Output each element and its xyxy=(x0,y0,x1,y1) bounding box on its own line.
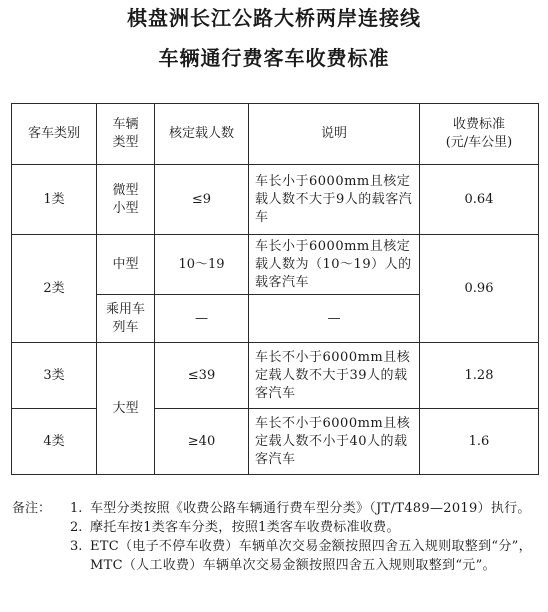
note-item xyxy=(12,518,540,537)
header-vehicle-type xyxy=(97,104,155,165)
note-text: 车型分类按照《收费公路车辆通行费车型分类》（JT/T489—2019）执行。 xyxy=(90,501,531,516)
description-cell: 车长不小于6000mm且核定载人数不大于39人的载客汽车 xyxy=(249,343,420,409)
notes-section xyxy=(12,499,540,575)
vehicle-type-line: 小型 xyxy=(112,200,139,216)
table-header-row xyxy=(12,104,539,165)
document-title-line1: 棋盘洲长江公路大桥两岸连接线 xyxy=(127,6,421,30)
note-number: 2. xyxy=(70,520,83,535)
class-cell: 3类 xyxy=(12,343,97,409)
vehicle-type-line: 乘用车 xyxy=(105,301,145,317)
header-rate xyxy=(420,104,539,165)
vehicle-type-line: 列车 xyxy=(112,319,139,335)
table-row xyxy=(12,343,539,409)
fee-standard-table xyxy=(11,103,539,475)
table-row xyxy=(12,409,539,475)
seats-cell: ≤9 xyxy=(155,165,249,235)
header-type-line2: 类型 xyxy=(112,135,139,150)
vehicle-type-cell: 中型 xyxy=(97,235,155,295)
note-number: 1. xyxy=(70,501,83,516)
header-type-line1: 车辆 xyxy=(112,117,139,132)
description-cell: 车长小于6000mm且核定载人数为（10～19）人的载客汽车 xyxy=(249,235,420,295)
rate-cell: 0.64 xyxy=(420,165,539,235)
rate-cell: 1.28 xyxy=(420,343,539,409)
document-title-line2: 车辆通行费客车收费标准 xyxy=(158,46,390,70)
note-text: 摩托车按1类客车分类，按照1类客车收费标准收费。 xyxy=(90,520,400,535)
header-description: 说明 xyxy=(249,104,420,165)
vehicle-type-cell xyxy=(97,295,155,343)
notes-label: 备注： xyxy=(12,501,52,516)
description-cell: — xyxy=(249,295,420,343)
seats-cell: — xyxy=(155,295,249,343)
class-cell: 2类 xyxy=(12,235,97,343)
rate-cell: 1.6 xyxy=(420,409,539,475)
class-cell: 1类 xyxy=(12,165,97,235)
rate-cell: 0.96 xyxy=(420,235,539,343)
description-cell: 车长小于6000mm且核定载人数不大于9人的载客汽车 xyxy=(249,165,420,235)
table-row xyxy=(12,165,539,235)
header-rate-line1: 收费标准 xyxy=(452,117,505,132)
note-item xyxy=(12,537,540,575)
header-seats: 核定载人数 xyxy=(155,104,249,165)
description-cell: 车长不小于6000mm且核定载人数不小于40人的载客汽车 xyxy=(249,409,420,475)
class-cell: 4类 xyxy=(12,409,97,475)
vehicle-type-cell xyxy=(97,165,155,235)
note-text: ETC（电子不停车收费）车辆单次交易金额按照四舍五入规则取整到“分”，MTC（人工收费）车辆单次交易金额按照四舍五入规则取整到“元”。 xyxy=(90,539,532,573)
vehicle-type-cell: 大型 xyxy=(97,343,155,475)
header-rate-line2: (元/车公里) xyxy=(445,135,513,150)
note-item xyxy=(12,499,540,518)
note-number: 3. xyxy=(70,539,83,554)
seats-cell: 10～19 xyxy=(155,235,249,295)
table-row xyxy=(12,235,539,295)
header-class: 客车类别 xyxy=(12,104,97,165)
vehicle-type-line: 微型 xyxy=(112,182,139,198)
seats-cell: ≥40 xyxy=(155,409,249,475)
seats-cell: ≤39 xyxy=(155,343,249,409)
